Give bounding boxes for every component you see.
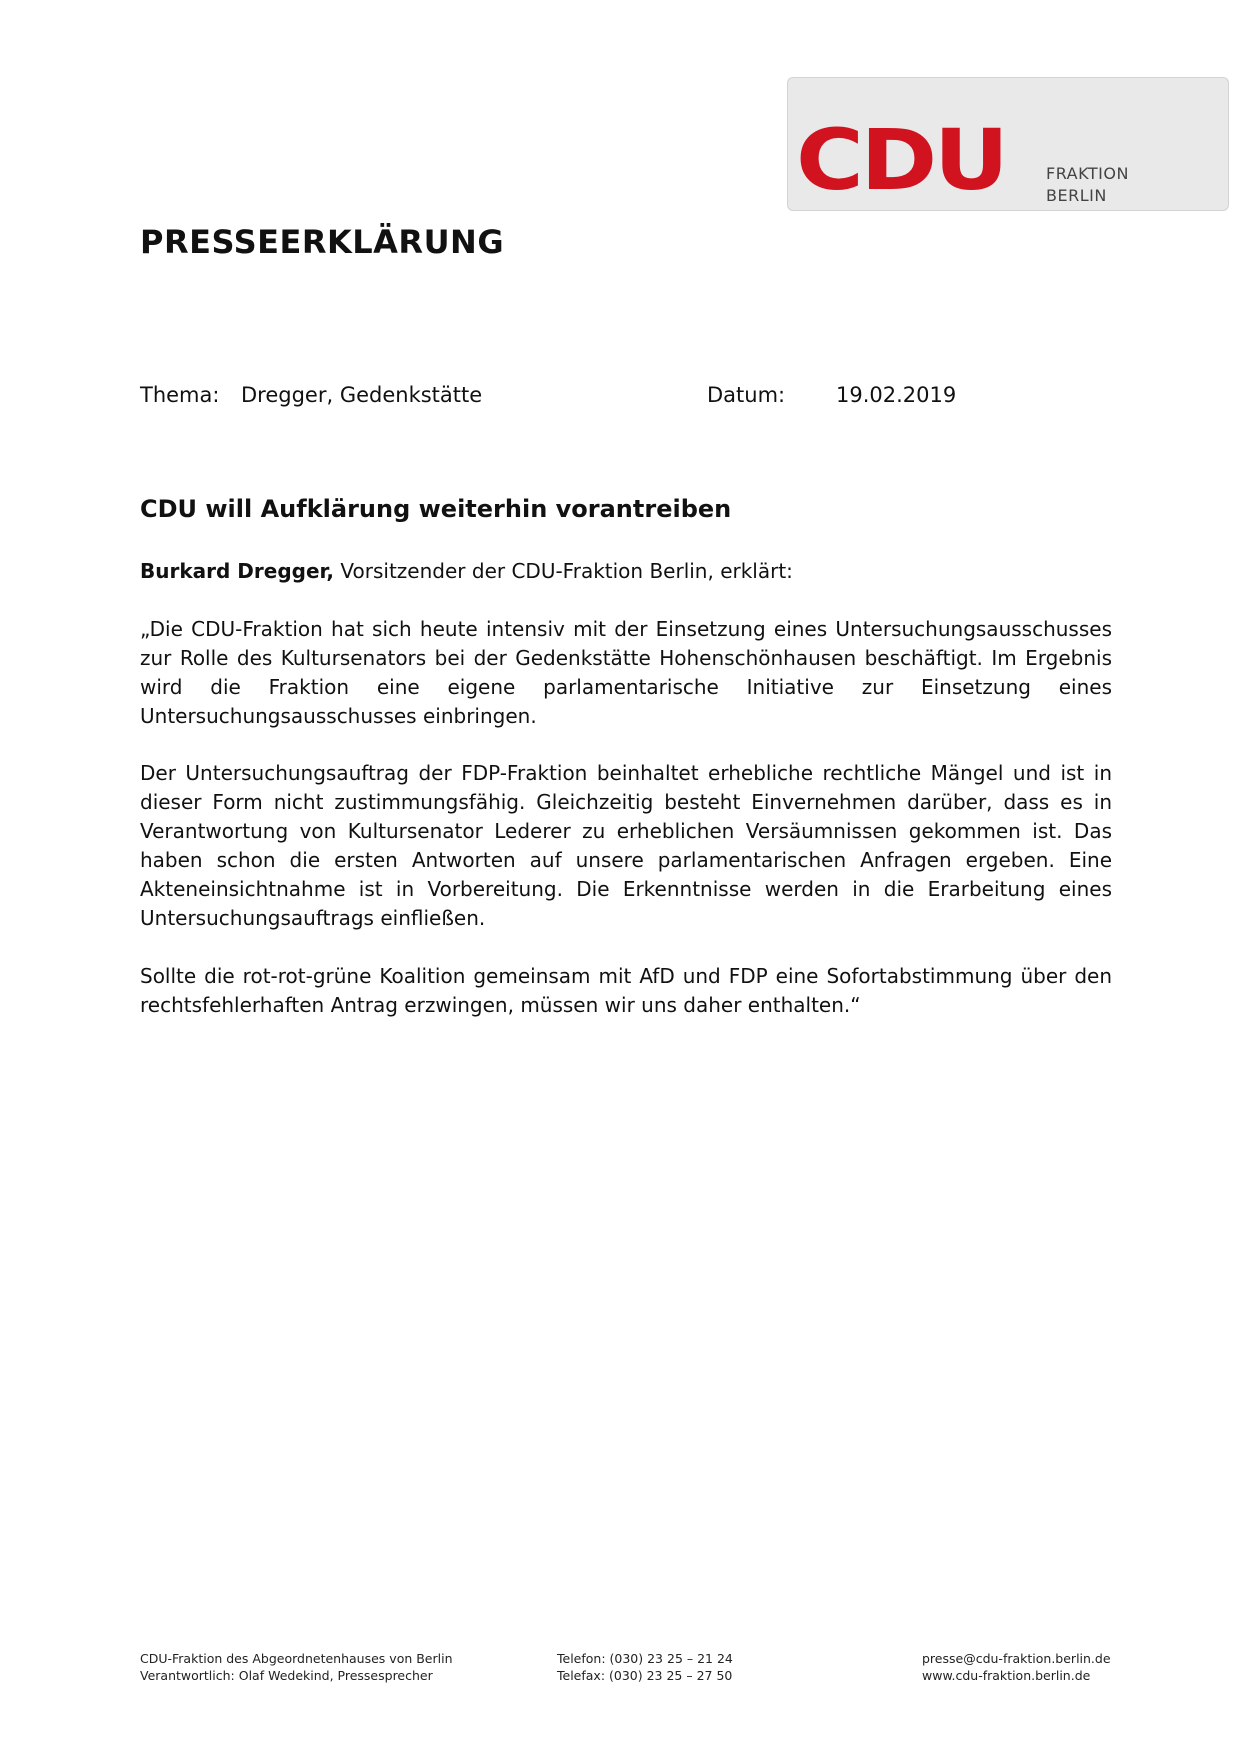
thema-value: Dregger, Gedenkstätte (241, 383, 483, 407)
cdu-logo-subtitle (1046, 163, 1129, 207)
speaker-intro (140, 557, 1112, 586)
cdu-logo-mark: CDU (796, 111, 1006, 209)
cdu-logo (787, 77, 1229, 211)
footer-telefon: Telefon: (030) 23 25 – 21 24 (557, 1651, 733, 1666)
footer-organization (140, 1650, 453, 1684)
footer-website[interactable]: www.cdu-fraktion.berlin.de (922, 1668, 1091, 1683)
statement-paragraph-3: Sollte die rot-rot-grüne Koalition gemeinsam mit AfD und FDP eine Sofortabstimmung über den rechtsfehlerhaften Antrag erzwingen, müssen wir uns daher enthalten.“ (140, 964, 1112, 1017)
footer-phone (557, 1650, 733, 1684)
speaker-role: Vorsitzender der CDU-Fraktion Berlin, erklärt: (334, 559, 793, 583)
statement-paragraph-1: „Die CDU-Fraktion hat sich heute intensiv mit der Einsetzung eines Untersuchungsausschusses zur Rolle des Kultursenators bei der Gedenkstätte Hohenschönhausen beschäftigt. Im Ergebnis wird die Fraktion eine eigene parlamentarische Initiative zur Einsetzung eines Untersuchungsausschusses einbringen. (140, 617, 1112, 728)
footer-telefax: Telefax: (030) 23 25 – 27 50 (557, 1668, 733, 1683)
press-headline: CDU will Aufklärung weiterhin vorantreiben (140, 495, 732, 523)
logo-line-berlin: BERLIN (1046, 186, 1107, 205)
footer-org-name: CDU-Fraktion des Abgeordnetenhauses von Berlin (140, 1651, 453, 1666)
statement-paragraph-2: Der Untersuchungsauftrag der FDP-Fraktion beinhaltet erhebliche rechtliche Mängel und ist in dieser Form nicht zustimmungsfähig. Gleichzeitig besteht Einvernehmen darüber, dass es in Verantwortung von Kultursenator Lederer zu erheblichen Versäumnissen gekommen ist. Das haben schon die ersten Antworten auf unsere parlamentarischen Anfragen ergeben. Eine Akteneinsichtnahme ist in Vorbereitung. Die Erkenntnisse werden in die Erarbeitung eines Untersuchungsauftrags einfließen. (140, 761, 1112, 930)
speaker-name: Burkard Dregger, (140, 559, 335, 583)
datum-label: Datum: (707, 383, 786, 407)
document-title: PRESSEERKLÄRUNG (140, 223, 505, 261)
footer-email[interactable]: presse@cdu-fraktion.berlin.de (922, 1651, 1111, 1666)
footer-responsible: Verantwortlich: Olaf Wedekind, Pressesprecher (140, 1668, 433, 1683)
footer-contact (922, 1650, 1111, 1684)
datum-value: 19.02.2019 (836, 383, 957, 407)
thema-label: Thema: (140, 383, 220, 407)
logo-line-fraktion: FRAKTION (1046, 164, 1129, 183)
